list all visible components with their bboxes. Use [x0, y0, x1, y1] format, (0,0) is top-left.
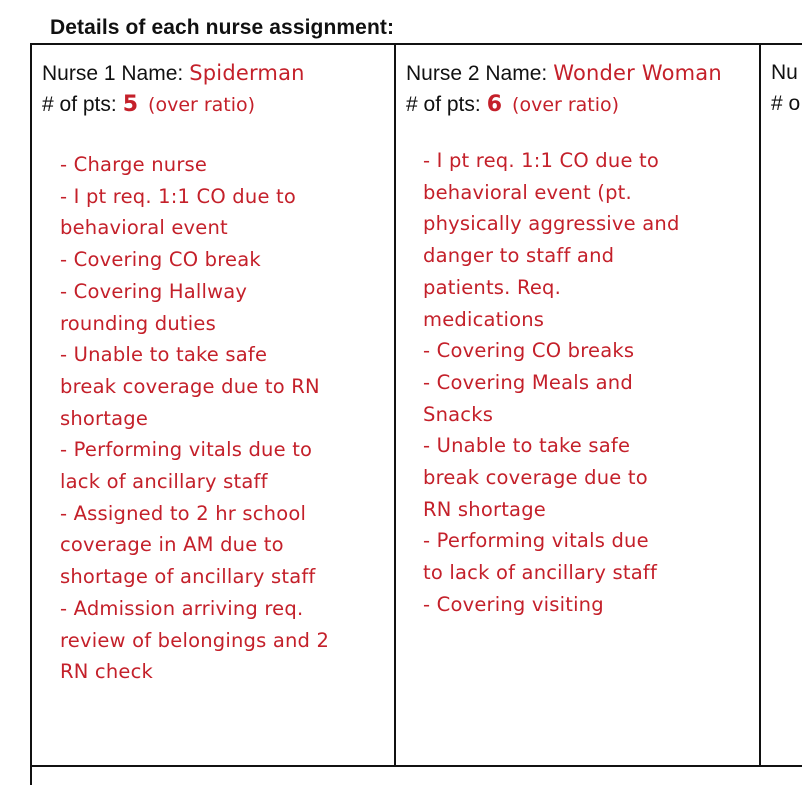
- note-line: Snacks: [423, 402, 494, 426]
- nurse-1-name-row: [42, 61, 305, 86]
- note-line: shortage: [60, 406, 149, 430]
- nurse-3-cell-cropped: [761, 45, 802, 767]
- note-line: medications: [423, 307, 545, 331]
- nurse-2-name-label: Nurse 2 Name:: [406, 62, 548, 85]
- nurse-1-ratio-note: (over ratio): [148, 94, 256, 116]
- nurse-1-pts-label: # of pts:: [42, 93, 117, 116]
- note-line: - Unable to take safe: [423, 434, 631, 458]
- note-line: - I pt req. 1:1 CO due to: [423, 149, 660, 172]
- note-line: to lack of ancillary staff: [423, 561, 658, 585]
- nurse-2-ratio-note: (over ratio): [512, 94, 620, 116]
- note-line: patients. Req.: [423, 275, 561, 299]
- note-line: behavioral event (pt.: [423, 180, 632, 204]
- nurse-1-notes: [60, 149, 390, 688]
- note-line: - Charge nurse: [60, 153, 208, 176]
- note-line: coverage in AM due to: [60, 533, 284, 557]
- note-line: - Covering visiting: [423, 592, 604, 616]
- note-line: - Admission arriving req.: [60, 596, 304, 620]
- note-line: - Assigned to 2 hr school: [60, 501, 307, 525]
- note-line: RN shortage: [423, 497, 546, 521]
- note-line: lack of ancillary staff: [60, 470, 268, 494]
- nurse-2-name-row: [406, 61, 722, 86]
- note-line: break coverage due to: [423, 466, 648, 490]
- note-line: - Covering Meals and: [423, 370, 633, 394]
- nurse-2-pts-count: 6: [486, 92, 503, 117]
- note-line: - Performing vitals due: [423, 529, 649, 553]
- nurse-1-pts-row: [42, 92, 255, 117]
- note-line: behavioral event: [60, 216, 228, 240]
- nurse-2-pts-row: [406, 92, 619, 117]
- note-line: rounding duties: [60, 311, 216, 335]
- note-line: - Covering CO break: [60, 248, 261, 272]
- note-line: shortage of ancillary staff: [60, 565, 316, 589]
- nurse-1-name: Spiderman: [189, 61, 305, 85]
- note-line: - I pt req. 1:1 CO due to: [60, 184, 297, 208]
- page-title: Details of each nurse assignment:: [50, 16, 395, 39]
- note-line: review of belongings and 2: [60, 628, 330, 652]
- assignment-table: [30, 43, 802, 785]
- nurse-1-name-label: Nurse 1 Name:: [42, 62, 184, 85]
- nurse-1-cell: [32, 45, 396, 767]
- nurse-2-pts-label: # of pts:: [406, 93, 481, 116]
- note-line: RN check: [60, 660, 154, 684]
- note-line: physically aggressive and: [423, 212, 680, 236]
- note-line: break coverage due to RN: [60, 374, 320, 398]
- nurse-2-cell: [396, 45, 761, 767]
- note-line: danger to staff and: [423, 244, 615, 268]
- note-line: - Unable to take safe: [60, 343, 268, 367]
- nurse-1-pts-count: 5: [122, 92, 139, 117]
- nurse-2-name: Wonder Woman: [553, 61, 722, 85]
- note-line: - Covering CO breaks: [423, 339, 635, 363]
- nurse-2-notes: [423, 145, 753, 621]
- nurse-3-pts-label-cropped: # o: [771, 92, 801, 115]
- nurse-3-name-label-cropped: Nu: [771, 61, 798, 84]
- note-line: - Performing vitals due to: [60, 438, 313, 462]
- note-line: - Covering Hallway: [60, 279, 248, 303]
